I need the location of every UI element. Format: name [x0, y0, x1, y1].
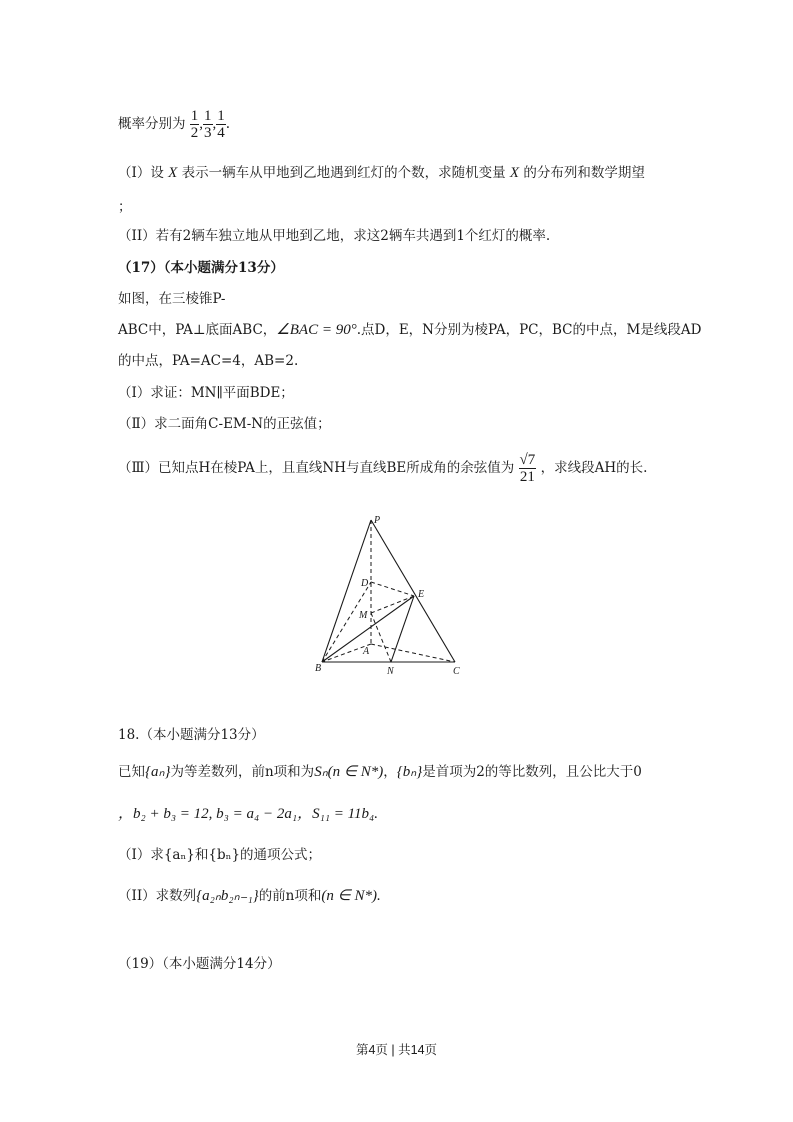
- pyramid-figure: [312, 512, 472, 678]
- segment-ME: [371, 596, 414, 613]
- label-B: B: [315, 663, 322, 674]
- q18-heading: 18.（本小题满分13分）: [118, 727, 265, 743]
- page-footer: 第4页 | 共14页: [355, 1043, 438, 1057]
- q16-part2: （II）若有2辆车独立地从甲地到乙地，求这2辆车共遇到1个红灯的概率.: [118, 228, 551, 244]
- q18-line2: ，b₂ + b₃ = 12, b₃ = a₄ − 2a₁，S₁₁ = 11b₄.: [118, 806, 378, 822]
- q17-line3: 的中点，PA=AC=4，AB=2.: [118, 353, 299, 369]
- label-N: N: [387, 666, 394, 677]
- label-D: D: [361, 578, 369, 589]
- q16-prob-prefix: 概率分别为: [118, 116, 186, 132]
- q17-heading: （17）（本小题满分13分）: [118, 260, 284, 276]
- segment-EN: [391, 596, 414, 662]
- q16-probabilities: 概率分别为 $\frac{1}{2}$ , $\frac{1}{3}$ , $\frac{1}{4}$ .: [118, 108, 231, 141]
- q16-part1: （I）设 X 表示一辆车从甲地到乙地遇到红灯的个数，求随机变量 X 的分布列和数学期望: [118, 165, 645, 181]
- edge-AC: [371, 644, 455, 662]
- fraction-3: $\frac{1}{4}$: [217, 108, 225, 141]
- fraction-2: $\frac{1}{3}$: [204, 108, 212, 141]
- q17-part1: （Ⅰ）求证：MN∥平面BDE；: [118, 385, 294, 401]
- edge-PB: [322, 520, 371, 662]
- label-P: P: [374, 515, 381, 526]
- q18-part2: （II）求数列{a₂ₙb₂ₙ₋₁}的前n项和(n ∈ N*).: [118, 888, 381, 904]
- q19-heading: （19）（本小题满分14分）: [118, 956, 281, 972]
- label-C: C: [453, 666, 460, 677]
- q17-line2: ABC中，PA⊥底面ABC，∠BAC = 90°.点D，E，N分别为棱PA，PC，BC的中点，M是线段AD: [118, 322, 702, 338]
- label-E: E: [418, 589, 425, 600]
- segment-DE: [371, 582, 414, 596]
- q17-part3: （Ⅲ）已知点H在棱PA上，且直线NH与直线BE所成角的余弦值为 $\frac{√7}{21}$ ，求线段AH的长.: [118, 452, 648, 485]
- q18-part1: （I）求{aₙ}和{bₙ}的通项公式；: [118, 847, 322, 863]
- fraction-1: $\frac{1}{2}$: [190, 108, 199, 141]
- q17-line1: 如图，在三棱锥P-: [118, 291, 226, 307]
- label-M: M: [359, 610, 368, 621]
- label-A: A: [363, 646, 370, 657]
- q18-line1: 已知{aₙ}为等差数列，前n项和为Sₙ(n ∈ N*)，{bₙ}是首项为2的等比数列，且公比大于0: [118, 764, 642, 780]
- cosine-fraction: $\frac{√7}{21}$: [519, 452, 536, 485]
- q17-part2: （Ⅱ）求二面角C-EM-N的正弦值；: [118, 416, 331, 432]
- q16-part1-end: ；: [118, 199, 132, 215]
- edge-PC: [371, 520, 455, 662]
